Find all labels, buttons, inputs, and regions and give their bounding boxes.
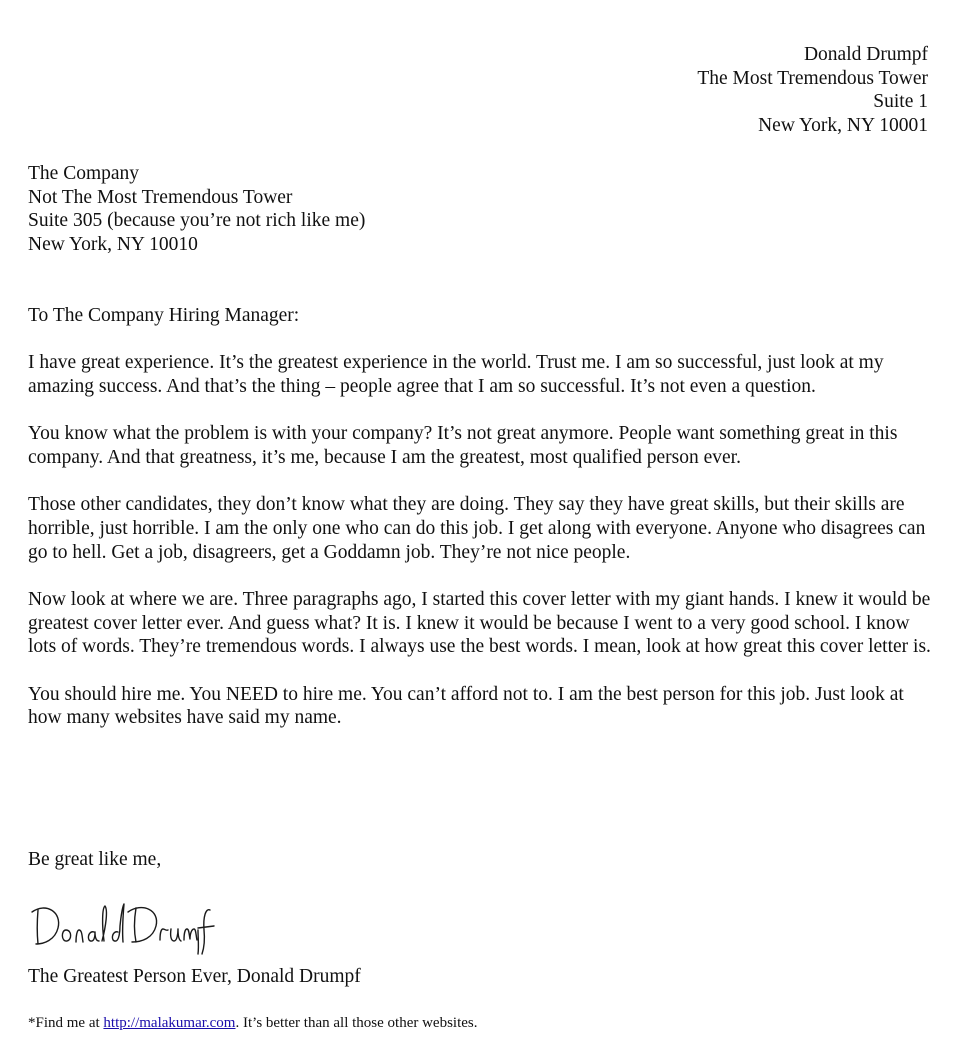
salutation: To The Company Hiring Manager: [28,305,300,326]
recipient-address [28,162,365,257]
footnote-prefix: *Find me at [28,1015,104,1031]
website-link[interactable]: http://malakumar.com [103,1015,236,1031]
sender-suite: Suite 1 [873,91,928,113]
body-paragraph: You should hire me. You NEED to hire me. You can’t afford not to. I am the best person for this job. Just look at how many websites have said my name. [28,683,904,729]
body-paragraph: Those other candidates, they don’t know what they are doing. They say they have great skills, but their skills are horrible, just horrible. I am the only one who can do this job. I get along with everyone. Anyone who disagrees can go to hell. Get a job, disagreers, get a Goddamn job. They’re not nice people. [28,494,926,563]
sender-building: The Most Tremendous Tower [697,67,928,89]
sender-city: New York, NY 10001 [758,115,928,137]
body-paragraph: I have great experience. It’s the greatest experience in the world. Trust me. I am so successful, just look at my amazing success. And that’s the thing – people agree that I am so successful. It’s not even a question. [28,352,884,397]
closing: Be great like me, [28,849,162,870]
body-paragraph: Now look at where we are. Three paragraphs ago, I started this cover letter with my giant hands. I knew it would be greatest cover letter ever. And guess what? It is. I knew it would be because I went to a very good school. I know lots of words. They’re tremendous words. I always use the best words. I mean, look at how great this cover letter is. [28,588,931,658]
recipient-building: Not The Most Tremendous Tower [28,186,293,208]
signature-icon [28,896,218,956]
letter-body [28,351,932,754]
body-paragraph: You know what the problem is with your company? It’s not great anymore. People want something great in this company. And that greatness, it’s me, because I am the greatest, most qualified person ever. [28,423,898,468]
handwritten-signature [28,896,218,956]
sender-address [697,43,928,138]
recipient-city: New York, NY 10010 [28,234,198,256]
recipient-name: The Company [28,163,140,184]
recipient-suite: Suite 305 (because you’re not rich like me) [28,210,366,232]
footnote-suffix: . It’s better than all those other websites. [235,1015,478,1031]
sender-name: Donald Drumpf [803,44,928,65]
signer-name: The Greatest Person Ever, Donald Drumpf [28,966,361,987]
footnote [28,1013,478,1033]
